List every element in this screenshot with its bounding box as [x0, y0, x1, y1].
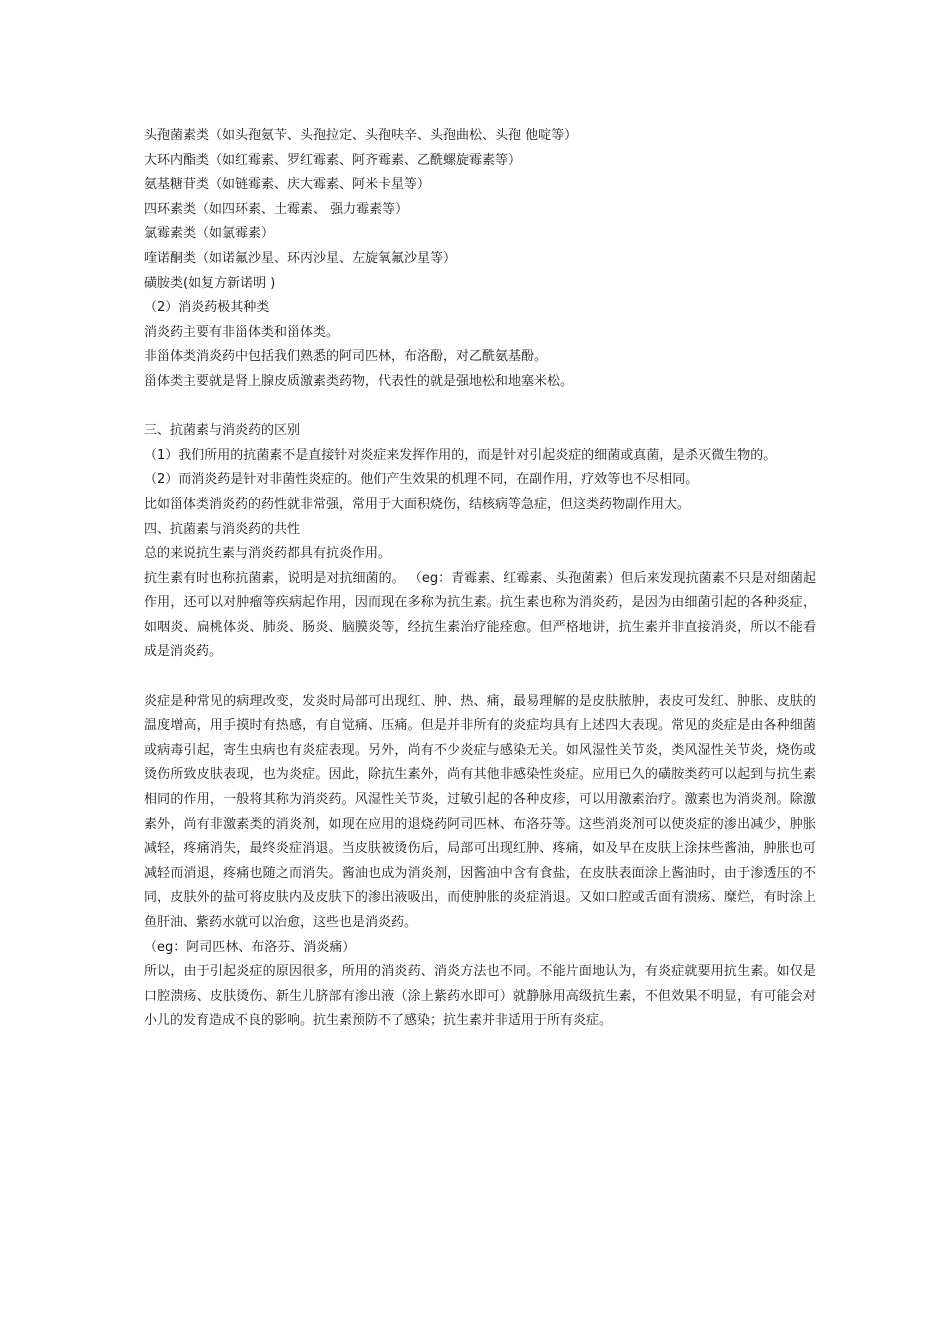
section-3-paragraph-3: 比如甾体类消炎药的药性就非常强，常用于大面积烧伤，结核病等急症，但这类药物副作用大。 — [144, 496, 691, 512]
drug-class-cephalosporins: 头孢菌素类（如头孢氨苄、头孢拉定、头孢呋辛、头孢曲松、头孢 他啶等） — [144, 128, 578, 143]
steroid-examples: 甾体类主要就是肾上腺皮质激素类药物，代表性的就是强地松和地塞米松。 — [144, 373, 574, 389]
conclusion-paragraph: 所以，由于引起炎症的原因很多，所用的消炎药、消炎方法也不同。不能片面地认为，有炎症就要用抗生素。如仅是口腔溃疡、皮肤烫伤、新生儿脐部有渗出液（涂上紫药水即可）就静脉用高级抗生素，不但效果不明显，有可能会对小儿的发育造成不良的影响。抗生素预防不了感染；抗生素并非适用于所有炎症。 — [144, 964, 816, 1029]
drug-class-chloramphenicols: 氯霉素类（如氯霉素） — [144, 226, 275, 242]
drug-class-aminoglycosides: 氨基糖苷类（如链霉素、庆大霉素、阿米卡星等） — [144, 177, 431, 193]
nsaid-examples: 非甾体类消炎药中包括我们熟悉的阿司匹林，布洛酚，对乙酰氨基酚。 — [144, 349, 548, 365]
drug-class-quinolones: 喹诺酮类（如诺氟沙星、环丙沙星、左旋氧氟沙星等） — [144, 250, 457, 266]
section-4-paragraph-1: 总的来说抗生素与消炎药都具有抗炎作用。 — [144, 546, 392, 562]
section-4-paragraph-2: 抗生素有时也称抗菌素，说明是对抗细菌的。 （eg：青霉素、红霉素、头孢菌素）但后来发现抗菌素不只是对细菌起作用，还可以对肿瘤等疾病起作用，因而现在多称为抗生素。抗生素也称为消炎药，是因为由细菌引起的各种炎症，如咽炎、扁桃体炎、肺炎、肠炎、脑膜炎等，经抗生素治疗能痊愈。但严格地讲，抗生素并非直接消炎，所以不能看成是消炎药。 — [144, 570, 816, 660]
document-body — [144, 124, 816, 1034]
spacer — [144, 665, 816, 690]
drug-class-tetracyclines: 四环素类（如四环素、土霉素、 强力霉素等） — [144, 201, 409, 217]
section-3-paragraph-2: （2）而消炎药是针对非菌性炎症的。他们产生效果的机理不同，在副作用，疗效等也不尽相同。 — [144, 472, 699, 488]
subheading-anti-inflammatory-types: （2）消炎药极其种类 — [144, 300, 270, 316]
section-4-heading: 四、抗菌素与消炎药的共性 — [144, 521, 301, 537]
section-3-heading: 三、抗菌素与消炎药的区别 — [144, 423, 301, 439]
drug-class-sulfonamides: 磺胺类(如复方新诺明 ) — [144, 275, 276, 291]
drug-class-macrolides: 大环内酯类（如红霉素、罗红霉素、阿齐霉素、乙酰螺旋霉素等） — [144, 152, 522, 168]
anti-inflammatory-intro: 消炎药主要有非甾体类和甾体类。 — [144, 324, 340, 340]
examples-line: （eg：阿司匹林、布洛芬、消炎痛） — [144, 939, 356, 955]
spacer — [144, 395, 816, 420]
section-3-paragraph-1: （1）我们所用的抗菌素不是直接针对炎症来发挥作用的，而是针对引起炎症的细菌或真菌，是杀灭微生物的。 — [144, 447, 777, 463]
inflammation-paragraph: 炎症是种常见的病理改变，发炎时局部可出现红、肿、热、痛，最易理解的是皮肤脓肿，表皮可发红、肿胀、皮肤的温度增高，用手摸时有热感，有自觉痛、压痛。但是并非所有的炎症均具有上述四大表现。常见的炎症是由各种细菌或病毒引起，寄生虫病也有炎症表现。另外，尚有不少炎症与感染无关。如风湿性关节炎，类风湿性关节炎，烧伤或烫伤所致皮肤表现，也为炎症。因此，除抗生素外，尚有其他非感染性炎症。应用已久的磺胺类药可以起到与抗生素相同的作用，一般将其称为消炎药。风湿性关节炎，过敏引起的各种皮疹，可以用激素治疗。激素也为消炎剂。除激素外，尚有非激素类的消炎剂，如现在应用的退烧药阿司匹林、布洛芬等。这些消炎剂可以使炎症的渗出减少，肿胀减轻，疼痛消失，最终炎症消退。当皮肤被烫伤后，局部可出现红肿、疼痛，如及早在皮肤上涂抹些酱油，肿胀也可减轻而消退，疼痛也随之而消失。酱油也成为消炎剂，因酱油中含有食盐，在皮肤表面涂上酱油时，由于渗透压的不同，皮肤外的盐可将皮肤内及皮肤下的渗出液吸出，而使肿胀的炎症消退。又如口腔或舌面有溃疡、糜烂，有时涂上鱼肝油、紫药水就可以治愈，这些也是消炎药。 — [144, 693, 816, 930]
